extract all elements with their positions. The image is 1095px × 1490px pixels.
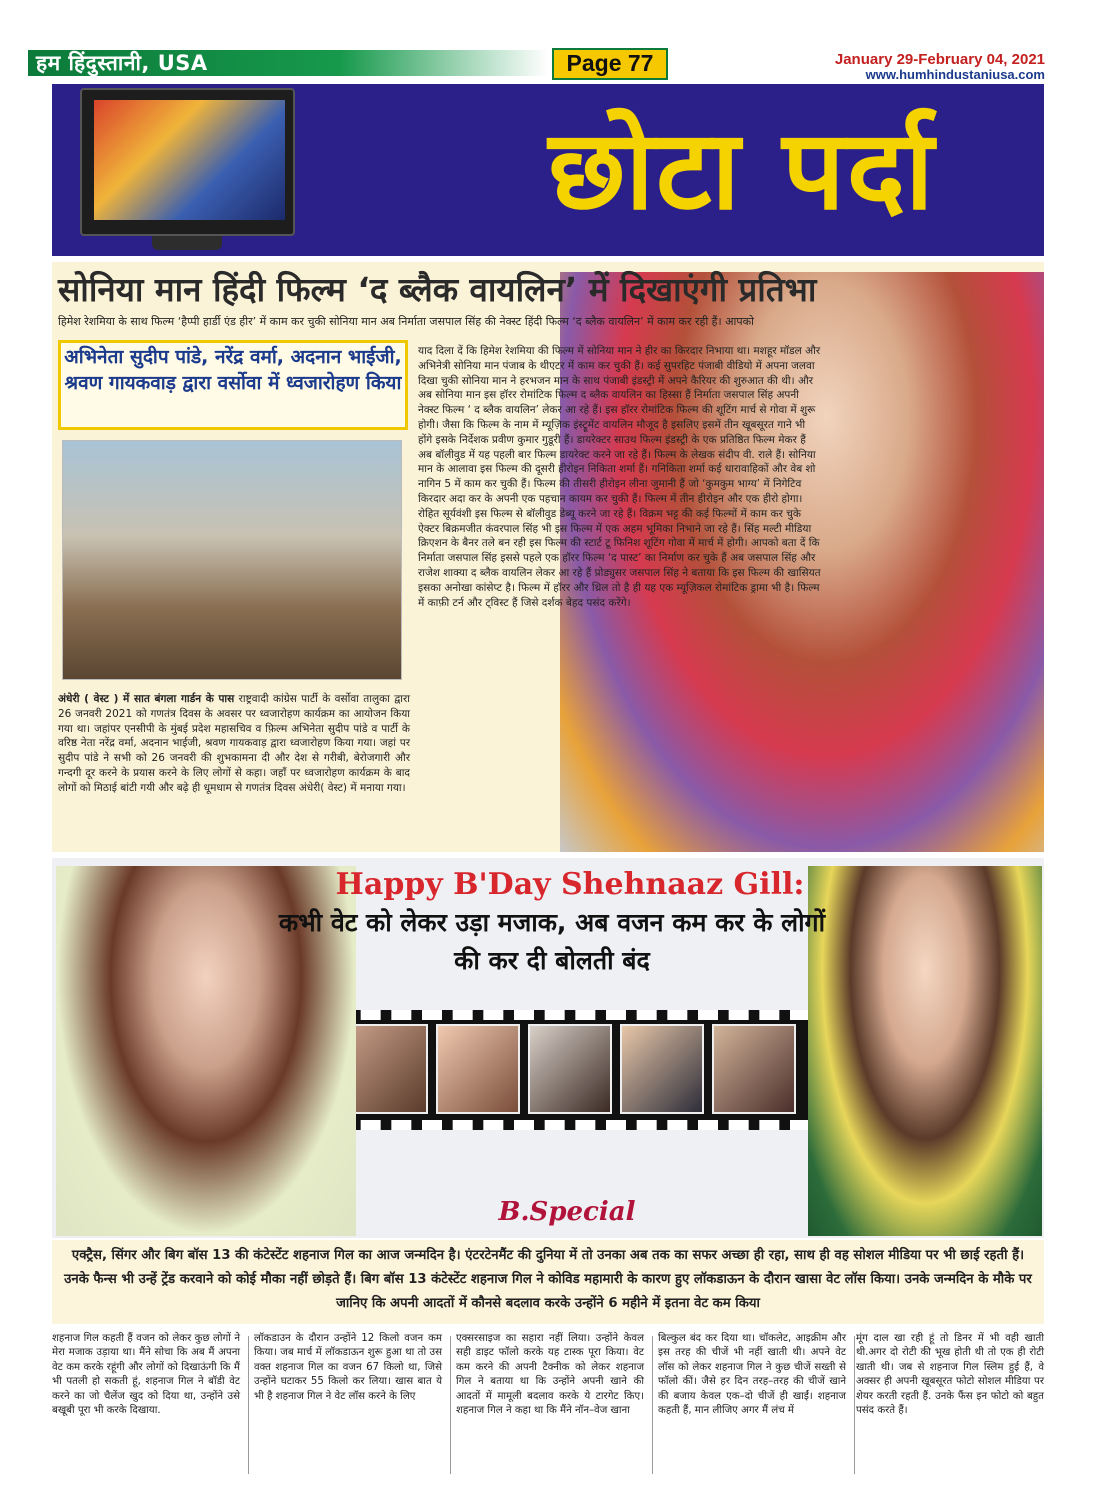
bday-subtitle: कभी वेट को लेकर उड़ा मजाक, अब वजन कम कर के लोगों की कर दी बोलती बंद — [278, 908, 826, 975]
film-frame-photo — [620, 1024, 704, 1114]
film-frame-photo — [344, 1024, 428, 1114]
tv-illustration — [80, 88, 295, 250]
article-column: शहनाज गिल कहती हैं वजन को लेकर कुछ लोगों ने मेरा मजाक उड़ाया था। मैंने सोचा कि अब मैं अपना वेट कम करके रहूंगी और लोगों को दिखाऊंगी कि मैं भी पतली हो सकती हूं, शहनाज गिल ने बॉडी वेट करने का जो चैलेंज खुद को दिया था, उन्होंने उसे बखूबी पूरा भी करके दिखाया. — [52, 1333, 240, 1417]
column-divider — [652, 1336, 653, 1474]
issue-date: January 29-February 04, 2021 — [834, 51, 1045, 68]
publication-name: हम हिंदुस्तानी, USA — [36, 51, 208, 75]
column-divider — [854, 1336, 855, 1474]
main-story-body: याद दिला दें कि हिमेश रेशमिया की फिल्म में सोनिया मान ने हीर का किरदार निभाया था। मशहूर मॉडल और अभिनेत्री सोनिया मान पंजाब के थीएटर में काम कर चुकी हैं। कई सुपरहिट पंजाबी वीडियो में अपना जलवा दिखा चुकी सोनिया मान ने हरभजन मान के साथ पंजाबी इंडस्ट्री में अपने कैरियर की शुरुआत की थी। और अब सोनिया मान इस हॉरर रोमांटिक फिल्म द ब्लैक वायलिन का हिस्सा हैं निर्माता जसपाल सिंह अपनी नेक्स्ट फिल्म ‘ द ब्लैक वायलिन’ लेकर आ रहे हैं। इस हॉरर रोमांटिक फिल्म की शूटिंग मार्च से गोवा में शुरू होगी। जैसा कि फिल्म के नाम में म्यूज़िक इंस्ट्रूमेंट वायलिन मौजूद है इसलिए इसमें तीन खूबसूरत गाने भी होंगे इसके निर्देशक प्रवीण कुमार गुडूरी हैं। डायरेक्टर साउथ फिल्म इंडस्ट्री के एक प्रतिष्ठित फिल्म मेकर हैं अब बॉलीवुड में यह पहली बार फिल्म डायरेक्ट करने जा रहे हैं। फिल्म के लेखक संदीप वी. राले हैं। सोनिया मान के आलावा इस फिल्म की दूसरी हीरोइन निकिता शर्मा हैं। गनिकिता शर्मा कई धारावाहिकों और वेब शो नागिन 5 में काम कर चुकी हैं। फिल्म की तीसरी हीरोइन लीना जुमानी हैं जो ‘कुमकुम भाग्य’ में निगेटिव किरदार अदा कर के अपनी एक पहचान कायम कर चुकी हैं। फिल्म में तीन हीरोइन और एक हीरो होगा। रोहित सूर्यवंशी इस फिल्म से बॉलीवुड डेब्यू करने जा रहे हैं। विक्रम भट्ट की कई फिल्मों में काम कर चुके ऐक्टर बिक्रमजीत कंवरपाल सिंह भी इस फिल्म में एक अहम भूमिका निभाने जा रहे हैं। सिंह मल्टी मीडिया क्रिएशन के बैनर तले बन रही इस फिल्म की स्टार्ट टू फिनिश शूटिंग गोवा में मार्च में होगी। आपको बता दें कि निर्माता जसपाल सिंह इससे पहले एक हॉरर फिल्म ‘द पास्ट’ का निर्माण कर चुके हैं अब जसपाल सिंह और राजेश शाक्या द ब्लैक वायलिन लेकर आ रहे हैं प्रोड्युसर जसपाल सिंह ने बताया कि इस फिल्म की खासियत इसका अनोखा कांसेप्ट है। फिल्म में हॉरर और थ्रिल तो है ही यह एक म्यूज़िकल रोमांटिक ड्रामा भी है। फिल्म में काफ़ी टर्न और ट्विस्ट हैं जिसे दर्शक बेहद पसंद करेंगे। — [418, 345, 821, 609]
bday-title: Happy B'Day Shehnaaz Gill: — [335, 867, 805, 902]
column-divider — [248, 1336, 249, 1474]
article-column: एक्सरसाइज का सहारा नहीं लिया। उन्होंने केवल सही डाइट फॉलो करके यह टास्क पूरा किया। वेट कम करने की अपनी टैक्नीक को लेकर शहनाज गिल ने बताया था कि उन्होंने अपनी खाने की आदतों में मामूली बदलाव करके ये टारगेट किए। शहनाज गिल ने कहा था कि मैंने नॉन–वेज खाना — [456, 1333, 644, 1417]
tv-screen-image — [94, 100, 285, 220]
film-frame-photo — [712, 1024, 796, 1114]
bday-article-columns — [52, 1332, 1044, 1482]
flag-hoisting-photo — [62, 440, 402, 680]
film-frame-photo — [436, 1024, 520, 1114]
main-story-lead: हिमेश रेशमिया के साथ फिल्म ‘हैप्पी हार्डी एंड हीर’ में काम कर चुकी सोनिया मान अब निर्माता जसपाल सिंह की नेक्स्ट हिंदी फिल्म ‘द ब्लैक वायलिन’ में काम कर रही हैं। आपको — [58, 315, 754, 328]
special-tag: B.Special — [498, 1197, 636, 1227]
bday-intro: एक्ट्रैस, सिंगर और बिग बॉस 13 की कंटेस्टेंट शहनाज गिल का आज जन्मदिन है। एंटरटेनमैंट की दुनिया में तो उनका अब तक का सफर अच्छा ही रहा, साथ ही वह सोशल मीडिया पर भी छाई रहती हैं। उनके फैन्स भी उन्हें ट्रेंड करवाने को कोई मौका नहीं छोड़ते हैं। बिग बॉस 13 कंटेस्टेंट शहनाज गिल ने कोविड महामारी के कारण हुए लॉकडाऊन के दौरान खासा वेट लॉस किया। उनके जन्मदिन के मौके पर जानिए कि अपनी आदतों में कौनसे बदलाव करके उन्होंने 6 महीने में इतना वेट कम किया — [64, 1248, 1032, 1311]
article-column: मूंग दाल खा रही हूं तो डिनर में भी वही खाती थी.अगर दो रोटी की भूख होती थी तो एक ही रोटी खाती थी। जब से शहनाज गिल स्लिम हुई हैं, वे अक्सर ही अपनी खूबसूरत फोटो सोशल मीडिया पर शेयर करती रहती हैं. उनके फैंस इन फोटो को बहुत पसंद करते हैं। — [856, 1333, 1044, 1417]
side-story-dateline: अंधेरी ( वेस्ट ) में सात बंगला गार्डन के पास — [58, 693, 235, 705]
tv-icon — [80, 88, 295, 236]
shehnaaz-photo-right — [808, 866, 1042, 1236]
website-url[interactable]: www.humhindustaniusa.com — [865, 67, 1045, 82]
side-story-body — [58, 692, 410, 796]
side-story-headline: अभिनेता सुदीप पांडे, नरेंद्र वर्मा, अदनान भाईजी, श्रवण गायकवाड़ द्वारा वर्सोवा में ध्वजारोहण किया — [64, 346, 402, 394]
column-divider — [450, 1336, 451, 1474]
section-title: छोटा पर्दा — [548, 106, 936, 234]
article-column: बिल्कुल बंद कर दिया था। चॉकलेट, आइक्रीम और इस तरह की चीजें भी नहीं खाती थी। अपने वेट लॉस को लेकर शहनाज गिल ने कुछ चीजें सख्ती से फॉलो कीं। जैसे हर दिन तरह–तरह की चीजें खाने की बजाय केवल एक–दो चीजें ही खाईं। शहनाज कहती हैं, मान लीजिए अगर मैं लंच में — [658, 1333, 846, 1417]
side-story-text: राष्ट्रवादी कांग्रेस पार्टी के वर्सोवा तालुका द्वारा 26 जनवरी 2021 को गणतंत्र दिवस के अवसर पर ध्वजारोहण कार्यक्रम का आयोजन किया गया था। जहांपर एनसीपी के मुंबई प्रदेश महासचिव व फ़िल्म अभिनेता सुदीप पांडे व पार्टी के वरिष्ठ नेता नरेंद्र वर्मा, अदनान भाईजी, श्रवण गायकवाड़ द्वारा ध्वजारोहण किया गया। जहां पर सुदीप पांडे ने सभी को 26 जनवरी की शुभकामना दी और देश से गरीबी, बेरोजगारी और गन्दगी दूर करने के प्रयास करने के लिए लोगों से कहा। जहाँ पर ध्वजारोहण कार्यक्रम के बाद लोगों को मिठाई बांटी गयी और बढ़े ही धूमधाम से गणतंत्र दिवस अंधेरी( वेस्ट) में मनाया गया। — [58, 693, 410, 794]
film-frame-photo — [528, 1024, 612, 1114]
tv-stand — [152, 236, 222, 250]
article-column: लॉकडाउन के दौरान उन्होंने 12 किलो वजन कम किया। जब मार्च में लॉकडाऊन शुरू हुआ था तो उस वक्त शहनाज गिल का वजन 67 किलो था, जिसे उन्होंने घटाकर 55 किलो कर लिया। खास बात ये भी है शहनाज गिल ने वेट लॉस करने के लिए — [254, 1333, 442, 1402]
main-story-headline: सोनिया मान हिंदी फिल्म ‘द ब्लैक वायलिन’ में दिखाएंगी प्रतिभा — [58, 270, 817, 309]
page-number: Page 77 — [566, 50, 654, 76]
